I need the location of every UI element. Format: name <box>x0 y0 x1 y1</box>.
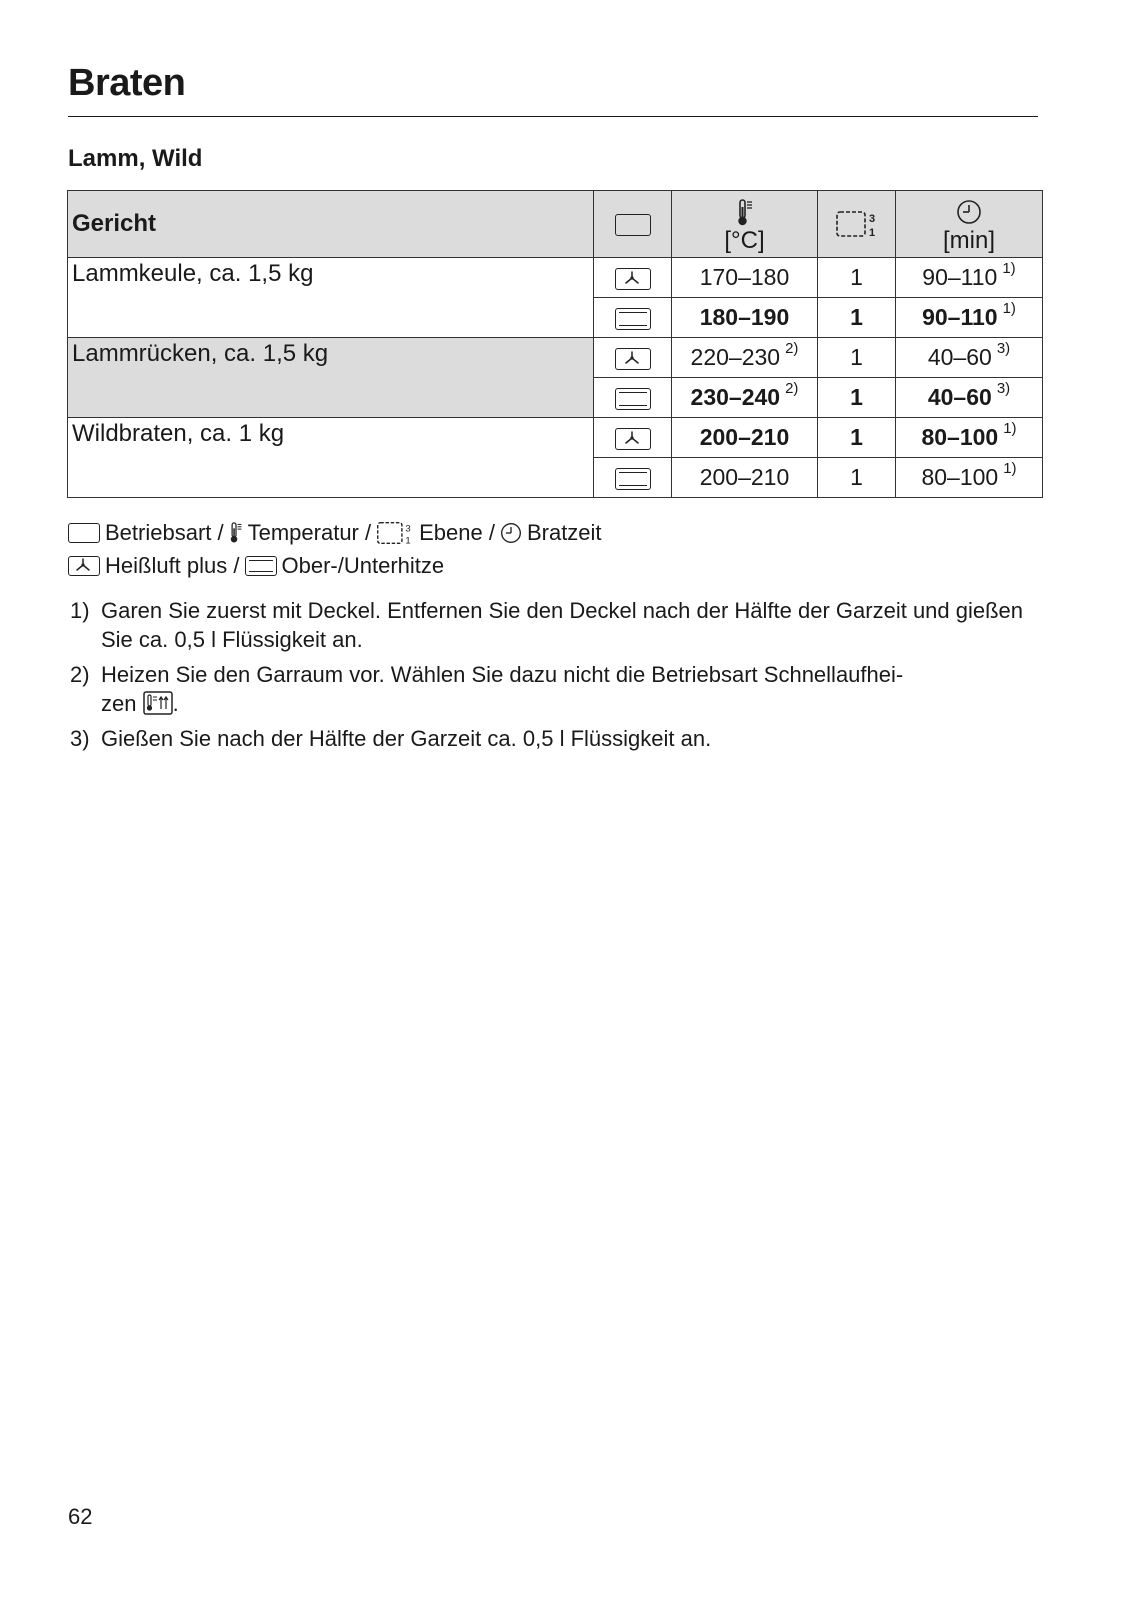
legend-fan: Heißluft plus / <box>105 553 240 578</box>
footnote-ref: 2) <box>785 380 799 397</box>
level-cell: 1 <box>818 418 896 458</box>
time-cell: 40–60 $^{3)}$ <box>896 338 1043 378</box>
footnote-ref: 1) <box>1002 300 1016 317</box>
page-title: Braten <box>68 62 186 104</box>
legend-time: Bratzeit <box>526 520 602 545</box>
legend-line-2 <box>68 549 602 582</box>
clock-icon <box>956 199 982 225</box>
footnote-2: 2) Heizen Sie den Garraum vor. Wählen Sie dazu nicht die Betriebsart Schnellaufhei- zen . <box>70 662 904 716</box>
clock-icon <box>500 522 522 544</box>
level-cell: 1 <box>818 458 896 498</box>
dish-cell: Lammrücken, ca. 1,5 kg <box>68 338 594 418</box>
oven-mode-icon <box>615 214 651 236</box>
level-cell: 1 <box>818 378 896 418</box>
time-cell: 80–100 $^{1)}$ <box>896 458 1043 498</box>
header-temperature <box>672 191 818 258</box>
header-time <box>896 191 1043 258</box>
footnote-1: 1) Garen Sie zuerst mit Deckel. Entfernen Sie den Deckel nach der Hälfte der Garzeit und gießen Sie ca. 0,5 l Flüssigkeit an. <box>70 598 1024 652</box>
fan-icon <box>68 556 100 576</box>
roasting-table <box>67 190 1043 498</box>
time-cell: 80–100 $^{1)}$ <box>896 418 1043 458</box>
symbol-legend <box>68 516 602 582</box>
mode-cell <box>594 378 672 418</box>
legend-temperature: Temperatur / <box>247 520 372 545</box>
mode-cell <box>594 418 672 458</box>
thermometer-icon <box>736 199 754 227</box>
footnote-3: 3) Gießen Sie nach der Hälfte der Garzeit ca. 0,5 l Flüssigkeit an. <box>70 726 712 751</box>
rapid-heat-icon <box>143 691 173 715</box>
dish-cell: Wildbraten, ca. 1 kg <box>68 418 594 498</box>
table-row <box>68 338 1043 378</box>
temperature-cell: 200–210 <box>672 458 818 498</box>
level-cell: 1 <box>818 258 896 298</box>
temperature-cell: 230–240 $^{2)}$ <box>672 378 818 418</box>
top-bottom-heat-icon <box>615 468 651 490</box>
shelf-level-icon <box>835 209 879 239</box>
footnote-ref: 3) <box>996 380 1011 397</box>
time-cell: 90–110 $^{1)}$ <box>896 258 1043 298</box>
title-divider <box>68 116 1038 117</box>
time-unit: [min] <box>942 227 995 254</box>
mode-cell <box>594 338 672 378</box>
fan-icon <box>615 428 651 450</box>
top-bottom-heat-icon <box>615 308 651 330</box>
footnotes <box>70 596 1030 759</box>
mode-cell <box>594 298 672 338</box>
svg-text:1: 1 <box>868 227 875 239</box>
section-title: Lamm, Wild <box>68 145 203 172</box>
svg-text:3: 3 <box>868 213 875 225</box>
table-row <box>68 418 1043 458</box>
footnote-ref: 2) <box>785 340 799 357</box>
time-cell: 40–60 $^{3)}$ <box>896 378 1043 418</box>
oven-mode-icon <box>68 523 100 543</box>
footnote-ref: 3) <box>996 340 1011 357</box>
table-row <box>68 258 1043 298</box>
temperature-cell: 170–180 <box>672 258 818 298</box>
header-mode <box>594 191 672 258</box>
mode-cell <box>594 458 672 498</box>
footnote-ref: 1) <box>1002 260 1016 277</box>
top-bottom-heat-icon <box>245 556 277 576</box>
temperature-unit: [°C] <box>724 227 765 254</box>
dish-cell: Lammkeule, ca. 1,5 kg <box>68 258 594 338</box>
time-cell: 90–110 $^{1)}$ <box>896 298 1043 338</box>
legend-mode: Betriebsart / <box>105 520 224 545</box>
header-dish: Gericht <box>68 191 594 258</box>
footnote-ref: 1) <box>1003 460 1017 477</box>
temperature-cell: 220–230 $^{2)}$ <box>672 338 818 378</box>
legend-line-1 <box>68 516 602 549</box>
svg-text:3: 3 <box>405 522 411 534</box>
footnote-ref: 1) <box>1003 420 1017 437</box>
temperature-cell: 180–190 <box>672 298 818 338</box>
level-cell: 1 <box>818 298 896 338</box>
table-header <box>68 191 1043 258</box>
level-cell: 1 <box>818 338 896 378</box>
top-bottom-heat-icon <box>615 388 651 410</box>
temperature-cell: 200–210 <box>672 418 818 458</box>
mode-cell <box>594 258 672 298</box>
header-level <box>818 191 896 258</box>
thermometer-icon <box>229 521 243 545</box>
page-number: 62 <box>68 1504 93 1529</box>
legend-level: Ebene / <box>419 520 495 545</box>
fan-icon <box>615 268 651 290</box>
legend-top-bottom: Ober-/Unterhitze <box>281 553 445 578</box>
fan-icon <box>615 348 651 370</box>
shelf-level-icon <box>376 520 414 546</box>
svg-text:1: 1 <box>405 534 411 546</box>
